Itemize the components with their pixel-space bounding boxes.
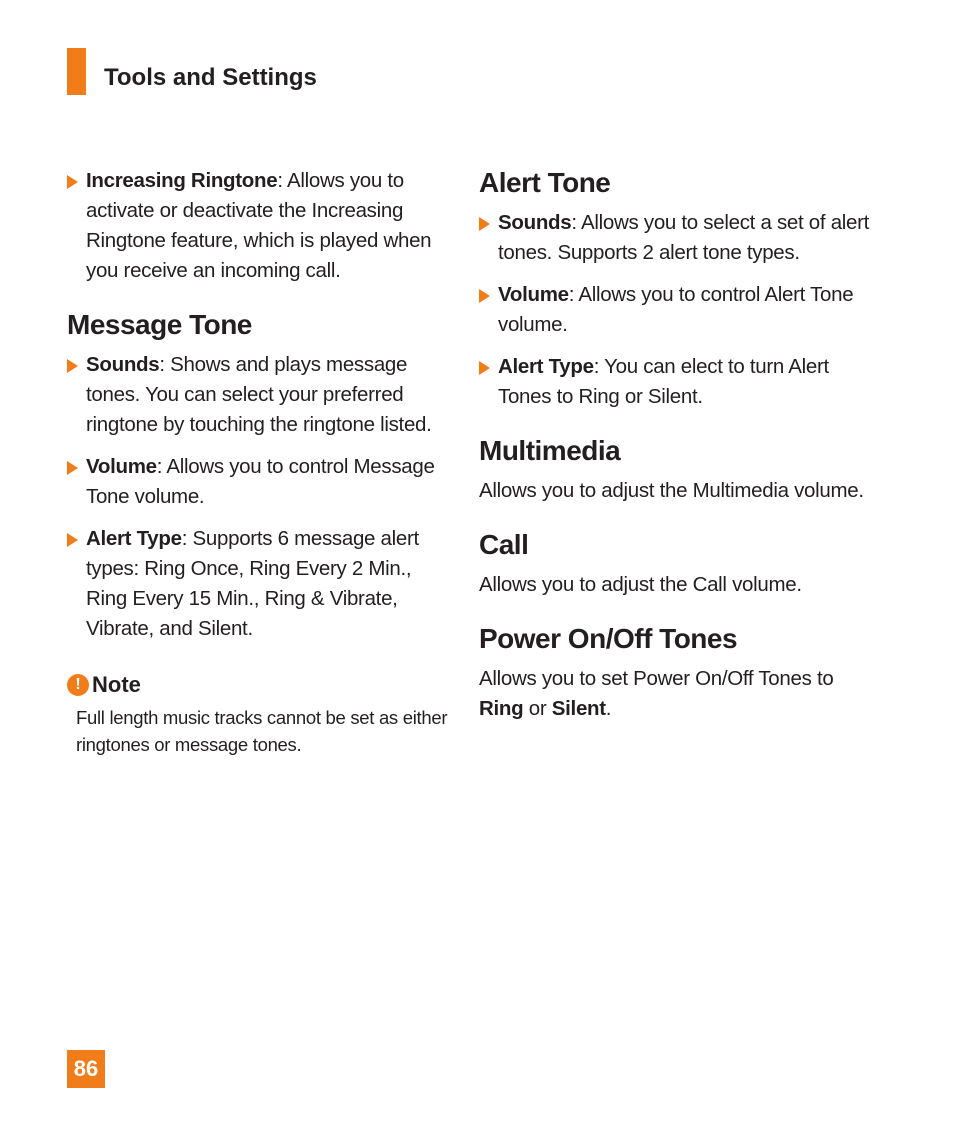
bullet-triangle-icon bbox=[479, 217, 490, 231]
power-tones-text bbox=[479, 664, 879, 724]
ring-option: Ring bbox=[479, 697, 524, 720]
alert-tone-heading: Alert Tone bbox=[479, 167, 611, 198]
alert-sounds-item bbox=[479, 208, 879, 268]
note-text: Full length music tracks cannot be set as either ringtones or message tones. bbox=[76, 707, 448, 755]
bullet-triangle-icon bbox=[67, 533, 78, 547]
item-label: Volume bbox=[498, 283, 569, 306]
bullet-triangle-icon bbox=[67, 461, 78, 475]
item-desc: : Allows you to control Message Tone volume. bbox=[86, 455, 435, 508]
item-desc: : You can elect to turn Alert Tones to Ring or Silent. bbox=[498, 355, 829, 408]
item-label: Alert Type bbox=[86, 527, 182, 550]
right-column bbox=[479, 166, 879, 734]
alert-alert-type-item bbox=[479, 352, 879, 412]
increasing-ringtone-item bbox=[67, 166, 452, 286]
or-word: or bbox=[523, 697, 552, 720]
message-alert-type-item bbox=[67, 524, 452, 644]
message-sounds-item bbox=[67, 350, 452, 440]
note-label: Note bbox=[92, 672, 141, 697]
item-label: Volume bbox=[86, 455, 157, 478]
page-number: 86 bbox=[67, 1050, 105, 1088]
item-label: Sounds bbox=[498, 211, 572, 234]
alert-volume-item bbox=[479, 280, 879, 340]
page-header-title: Tools and Settings bbox=[104, 64, 317, 91]
bullet-triangle-icon bbox=[479, 361, 490, 375]
item-label: Sounds bbox=[86, 353, 160, 376]
left-column bbox=[67, 166, 452, 758]
call-text: Allows you to adjust the Call volume. bbox=[479, 573, 802, 596]
item-desc: : Allows you to activate or deactivate the Increasing Ringtone feature, which is played when you receive an incoming call. bbox=[86, 169, 432, 282]
power-tones-heading: Power On/Off Tones bbox=[479, 623, 738, 654]
item-desc: : Allows you to select a set of alert tones. Supports 2 alert tone types. bbox=[498, 211, 870, 264]
silent-option: Silent bbox=[551, 697, 606, 720]
multimedia-heading: Multimedia bbox=[479, 435, 621, 466]
call-heading: Call bbox=[479, 529, 529, 560]
item-label: Alert Type bbox=[498, 355, 594, 378]
period: . bbox=[605, 697, 612, 720]
item-desc: : Supports 6 message alert types: Ring Once, Ring Every 2 Min., Ring Every 15 Min., Ring & Vibrate, Vibrate, and Silent. bbox=[86, 527, 419, 640]
item-label: Increasing Ringtone bbox=[86, 169, 278, 192]
message-tone-heading: Message Tone bbox=[67, 309, 252, 340]
item-desc: : Shows and plays message tones. You can select your preferred ringtone by touching the ringtone listed. bbox=[86, 353, 432, 436]
header-accent-bar bbox=[67, 48, 86, 95]
note-header bbox=[67, 670, 452, 700]
message-volume-item bbox=[67, 452, 452, 512]
bullet-triangle-icon bbox=[479, 289, 490, 303]
bullet-triangle-icon bbox=[67, 175, 78, 189]
item-desc: : Allows you to control Alert Tone volume. bbox=[498, 283, 854, 336]
multimedia-text: Allows you to adjust the Multimedia volume. bbox=[479, 479, 864, 502]
bullet-triangle-icon bbox=[67, 359, 78, 373]
exclamation-icon: ! bbox=[67, 674, 89, 696]
power-text-before: Allows you to set Power On/Off Tones to bbox=[479, 667, 834, 690]
